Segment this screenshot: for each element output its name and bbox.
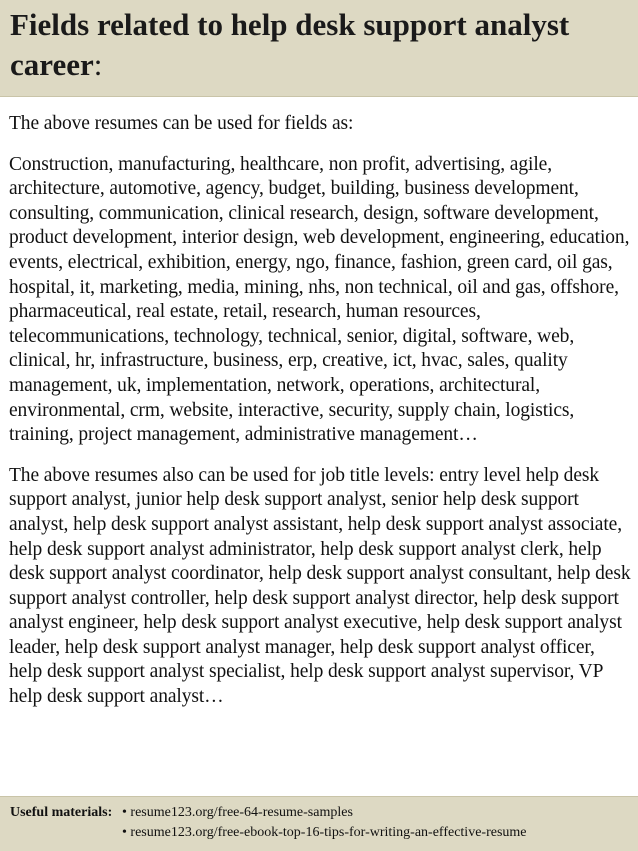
page-title — [10, 5, 628, 85]
main-content — [9, 112, 631, 710]
page-title-text: Fields related to help desk support analyst career — [10, 7, 570, 82]
footer-link-resume-samples[interactable]: • resume123.org/free-64-resume-samples — [122, 805, 353, 820]
footer — [0, 796, 638, 851]
useful-materials-label-text: Useful materials — [10, 805, 108, 820]
fields-paragraph: Construction, manufacturing, healthcare, non profit, advertising, agile, architecture, automotive, agency, budget, building, business development, consulting, communication, clinical research, design, software development, product development, interior design, web development, engineering, education, events, electrical, exhibition, energy, ngo, finance, fashion, green card, oil gas, hospital, it, marketing, media, mining, nhs, non technical, oil and gas, offshore, pharmaceutical, real estate, retail, research, human resources, telecommunications, technology, technical, senior, digital, software, web, clinical, hr, infrastructure, business, erp, creative, ict, hvac, sales, quality management, uk, implementation, network, operations, architectural, environmental, crm, website, interactive, security, supply chain, logistics, training, project management, administrative management… — [9, 153, 630, 446]
footer-row-2 — [10, 823, 638, 843]
job-levels-paragraph: The above resumes also can be used for job title levels: entry level help desk support analyst, junior help desk support analyst, senior help desk support analyst, help desk support analyst assistant, help desk support analyst associate, help desk support analyst administrator, help desk support analyst clerk, help desk support analyst coordinator, help desk support analyst consultant, help desk support analyst controller, help desk support analyst director, help desk support analyst engineer, help desk support analyst executive, help desk support analyst leader, help desk support analyst manager, help desk support analyst officer, help desk support analyst specialist, help desk support analyst supervisor, VP help desk support analyst… — [9, 464, 631, 708]
intro-text: The above resumes can be used for fields as: — [9, 113, 354, 134]
useful-materials-label-sep: : — [107, 805, 113, 820]
footer-row — [10, 803, 638, 823]
page-title-colon: : — [93, 47, 103, 82]
footer-link-ebook-tips[interactable]: • resume123.org/free-ebook-top-16-tips-for-writing-an-effective-resume — [122, 825, 527, 840]
title-banner — [0, 0, 638, 97]
useful-materials-label — [10, 803, 122, 823]
